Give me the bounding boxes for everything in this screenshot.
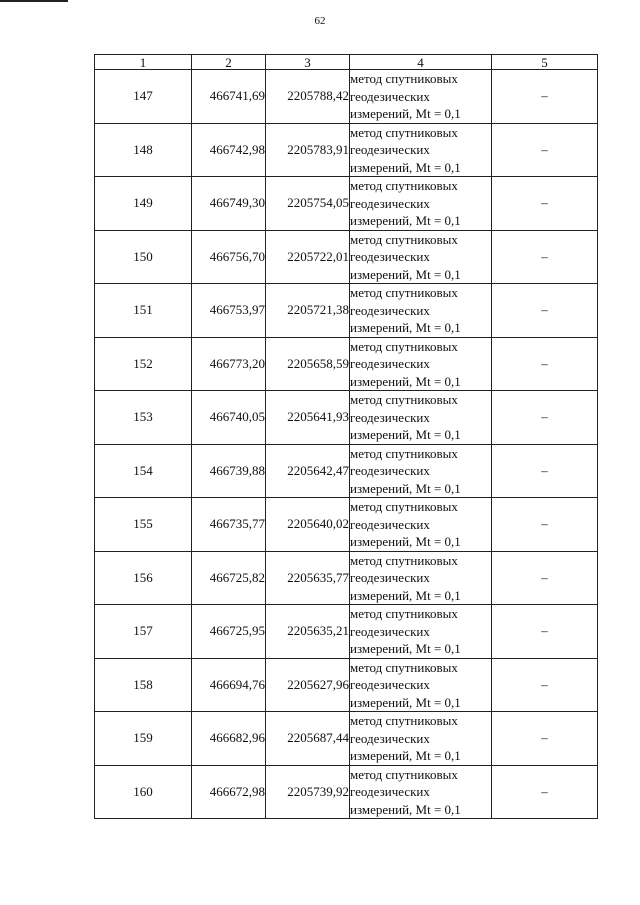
- note-cell: –: [492, 765, 598, 819]
- method-line: геодезических: [350, 730, 430, 746]
- note-cell: –: [492, 123, 598, 177]
- method-cell: [350, 658, 492, 712]
- table-row: [95, 658, 598, 712]
- method-line: геодезических: [350, 623, 430, 639]
- column-header-4: 4: [350, 55, 492, 70]
- table-row: [95, 605, 598, 659]
- method-line: измерений, Mt = 0,1: [350, 373, 461, 389]
- method-line: измерений, Mt = 0,1: [350, 320, 461, 335]
- x-coordinate-cell: 466725,82: [192, 551, 266, 605]
- table-row: [95, 70, 598, 124]
- y-coordinate-cell: 2205722,01: [266, 230, 350, 284]
- method-line: метод спутниковых: [350, 338, 458, 354]
- method-line: измерений, Mt = 0,1: [350, 106, 461, 121]
- note-cell: –: [492, 712, 598, 766]
- y-coordinate-cell: 2205627,96: [266, 658, 350, 712]
- y-coordinate-cell: 2205635,21: [266, 605, 350, 659]
- method-line: геодезических: [350, 356, 430, 371]
- method-cell: [350, 284, 492, 338]
- method-line: геодезических: [350, 249, 430, 264]
- y-coordinate-cell: 2205642,47: [266, 444, 350, 498]
- method-line: геодезических: [350, 463, 430, 478]
- method-line: метод спутниковых: [350, 71, 458, 86]
- note-cell: –: [492, 230, 598, 284]
- point-number-cell: 150: [95, 230, 192, 284]
- method-cell: [350, 177, 492, 231]
- y-coordinate-cell: 2205788,42: [266, 70, 350, 124]
- method-cell: [350, 498, 492, 552]
- method-line: измерений, Mt = 0,1: [350, 801, 461, 817]
- x-coordinate-cell: 466749,30: [192, 177, 266, 231]
- column-header-1: 1: [95, 55, 192, 70]
- method-line: измерений, Mt = 0,1: [350, 427, 461, 442]
- point-number-cell: 148: [95, 123, 192, 177]
- method-cell: [350, 605, 492, 659]
- method-line: геодезических: [350, 302, 430, 318]
- method-line: метод спутниковых: [350, 285, 458, 300]
- note-cell: –: [492, 551, 598, 605]
- x-coordinate-cell: 466682,96: [192, 712, 266, 766]
- table-header: [95, 55, 598, 70]
- method-line: геодезических: [350, 516, 430, 532]
- method-line: измерений, Mt = 0,1: [350, 480, 461, 496]
- table-row: [95, 177, 598, 231]
- method-line: метод спутниковых: [350, 392, 458, 407]
- x-coordinate-cell: 466773,20: [192, 337, 266, 391]
- x-coordinate-cell: 466735,77: [192, 498, 266, 552]
- method-cell: [350, 712, 492, 766]
- coordinates-table: [94, 54, 598, 819]
- x-coordinate-cell: 466756,70: [192, 230, 266, 284]
- point-number-cell: 159: [95, 712, 192, 766]
- x-coordinate-cell: 466741,69: [192, 70, 266, 124]
- note-cell: –: [492, 658, 598, 712]
- table-row: [95, 123, 598, 177]
- note-cell: –: [492, 284, 598, 338]
- method-line: метод спутниковых: [350, 231, 458, 247]
- x-coordinate-cell: 466753,97: [192, 284, 266, 338]
- point-number-cell: 156: [95, 551, 192, 605]
- note-cell: –: [492, 444, 598, 498]
- point-number-cell: 152: [95, 337, 192, 391]
- column-header-5: 5: [492, 55, 598, 70]
- method-cell: [350, 765, 492, 819]
- note-cell: –: [492, 605, 598, 659]
- method-line: геодезических: [350, 784, 430, 799]
- table-row: [95, 765, 598, 819]
- point-number-cell: 149: [95, 177, 192, 231]
- y-coordinate-cell: 2205635,77: [266, 551, 350, 605]
- method-line: метод спутниковых: [350, 552, 458, 568]
- y-coordinate-cell: 2205640,02: [266, 498, 350, 552]
- point-number-cell: 151: [95, 284, 192, 338]
- y-coordinate-cell: 2205739,92: [266, 765, 350, 819]
- method-line: геодезических: [350, 142, 430, 157]
- x-coordinate-cell: 466742,98: [192, 123, 266, 177]
- method-line: метод спутниковых: [350, 499, 458, 514]
- method-cell: [350, 444, 492, 498]
- method-line: геодезических: [350, 677, 430, 692]
- method-cell: [350, 551, 492, 605]
- column-header-3: 3: [266, 55, 350, 70]
- table-row: [95, 444, 598, 498]
- method-line: метод спутниковых: [350, 659, 458, 675]
- method-line: измерений, Mt = 0,1: [350, 587, 461, 603]
- method-cell: [350, 391, 492, 445]
- method-line: геодезических: [350, 88, 430, 104]
- method-line: измерений, Mt = 0,1: [350, 159, 461, 175]
- method-line: измерений, Mt = 0,1: [350, 748, 461, 763]
- y-coordinate-cell: 2205687,44: [266, 712, 350, 766]
- table-row: [95, 230, 598, 284]
- method-cell: [350, 70, 492, 124]
- y-coordinate-cell: 2205658,59: [266, 337, 350, 391]
- x-coordinate-cell: 466740,05: [192, 391, 266, 445]
- page-number: 62: [314, 15, 326, 27]
- table-row: [95, 337, 598, 391]
- method-line: метод спутниковых: [350, 713, 458, 728]
- x-coordinate-cell: 466739,88: [192, 444, 266, 498]
- note-cell: –: [492, 498, 598, 552]
- header-row: [95, 55, 598, 70]
- method-cell: [350, 337, 492, 391]
- table-row: [95, 498, 598, 552]
- method-cell: [350, 230, 492, 284]
- point-number-cell: 147: [95, 70, 192, 124]
- point-number-cell: 153: [95, 391, 192, 445]
- y-coordinate-cell: 2205783,91: [266, 123, 350, 177]
- y-coordinate-cell: 2205641,93: [266, 391, 350, 445]
- method-line: метод спутниковых: [350, 606, 458, 621]
- method-line: измерений, Mt = 0,1: [350, 694, 461, 710]
- y-coordinate-cell: 2205754,05: [266, 177, 350, 231]
- x-coordinate-cell: 466694,76: [192, 658, 266, 712]
- note-cell: –: [492, 177, 598, 231]
- method-cell: [350, 123, 492, 177]
- method-line: геодезических: [350, 570, 430, 585]
- point-number-cell: 160: [95, 765, 192, 819]
- method-line: метод спутниковых: [350, 178, 458, 193]
- y-coordinate-cell: 2205721,38: [266, 284, 350, 338]
- table-row: [95, 551, 598, 605]
- point-number-cell: 155: [95, 498, 192, 552]
- note-cell: –: [492, 337, 598, 391]
- method-line: геодезических: [350, 409, 430, 425]
- table-row: [95, 284, 598, 338]
- x-coordinate-cell: 466672,98: [192, 765, 266, 819]
- method-line: геодезических: [350, 195, 430, 211]
- top-rule: [0, 0, 68, 2]
- method-line: метод спутниковых: [350, 445, 458, 461]
- method-line: метод спутниковых: [350, 124, 458, 140]
- x-coordinate-cell: 466725,95: [192, 605, 266, 659]
- table-row: [95, 391, 598, 445]
- table-row: [95, 712, 598, 766]
- point-number-cell: 158: [95, 658, 192, 712]
- column-header-2: 2: [192, 55, 266, 70]
- method-line: измерений, Mt = 0,1: [350, 266, 461, 282]
- method-line: измерений, Mt = 0,1: [350, 534, 461, 549]
- method-line: измерений, Mt = 0,1: [350, 641, 461, 656]
- point-number-cell: 157: [95, 605, 192, 659]
- note-cell: –: [492, 70, 598, 124]
- table-body: [95, 70, 598, 819]
- note-cell: –: [492, 391, 598, 445]
- point-number-cell: 154: [95, 444, 192, 498]
- method-line: метод спутниковых: [350, 766, 458, 782]
- method-line: измерений, Mt = 0,1: [350, 213, 461, 228]
